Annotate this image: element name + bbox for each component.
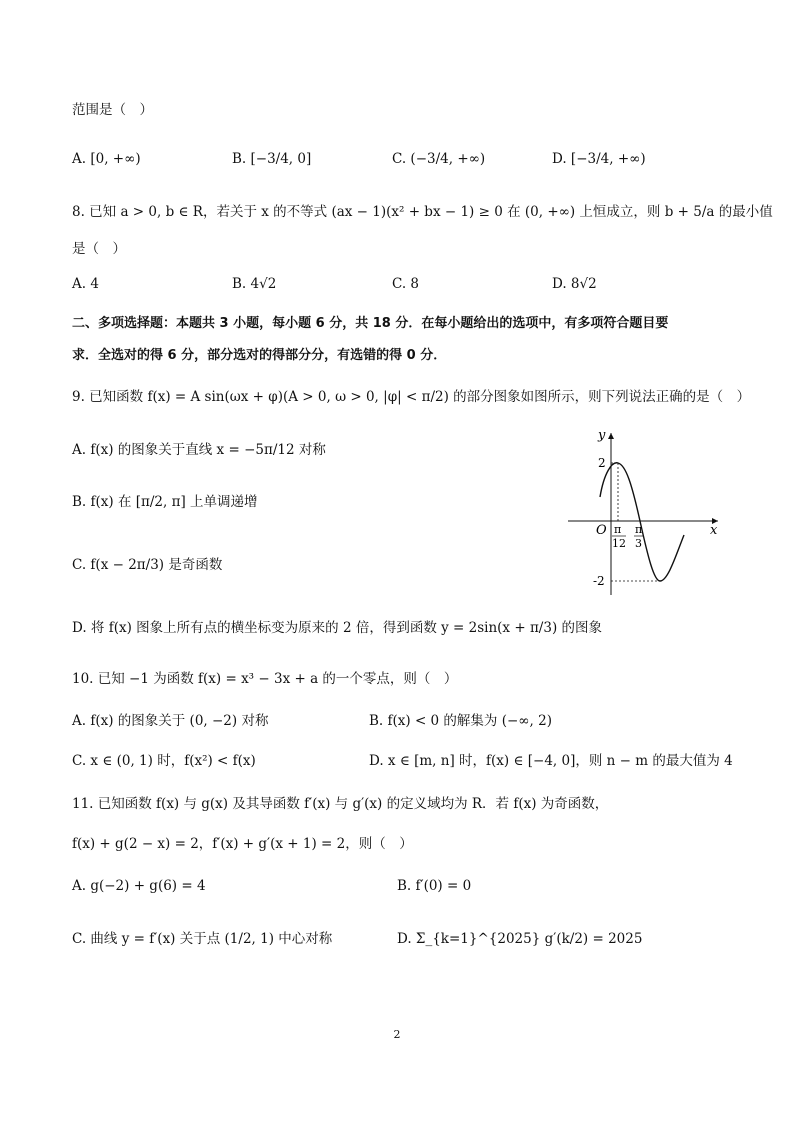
q9-option-a: A. f(x) 的图象关于直线 x = −5π/12 对称	[72, 442, 326, 458]
q11-option-a: A. g(−2) + g(6) = 4	[72, 878, 206, 894]
tick2-numerator: π	[635, 523, 643, 536]
q8-option-b: B. 4√2	[232, 276, 277, 292]
q7-option-a: A. [0, +∞)	[72, 151, 141, 167]
q8-stem-line1: 8. 已知 a > 0, b ∈ R，若关于 x 的不等式 (ax − 1)(x² + bx − 1) ≥ 0 在 (0, +∞) 上恒成立，则 b + 5/a 的最小值	[72, 204, 773, 220]
sine-curve	[600, 463, 684, 581]
q10-option-b: B. f(x) < 0 的解集为 (−∞, 2)	[369, 713, 552, 729]
origin-label: O	[596, 523, 607, 538]
q11-option-d: D. Σ_{k=1}^{2025} g′(k/2) = 2025	[397, 931, 643, 947]
q9-stem: 9. 已知函数 f(x) = A sin(ωx + φ)(A > 0, ω > 0, |φ| < π/2) 的部分图象如图所示，则下列说法正确的是（ ）	[72, 389, 751, 405]
q10-stem: 10. 已知 −1 为函数 f(x) = x³ − 3x + a 的一个零点，则（ ）	[72, 671, 458, 687]
q7-option-d: D. [−3/4, +∞)	[552, 151, 646, 167]
q9-option-d: D. 将 f(x) 图象上所有点的横坐标变为原来的 2 倍，得到函数 y = 2sin(x + π/3) 的图象	[72, 620, 603, 636]
q8-option-c: C. 8	[392, 276, 420, 292]
min-label: -2	[593, 574, 605, 588]
q10-option-c: C. x ∈ (0, 1) 时，f(x²) < f(x)	[72, 753, 256, 769]
q7-option-b: B. [−3/4, 0]	[232, 151, 312, 167]
q11-option-c: C. 曲线 y = f′(x) 关于点 (1/2, 1) 中心对称	[72, 931, 333, 947]
q8-option-a: A. 4	[72, 276, 99, 292]
section2-heading-line2: 求．全选对的得 6 分，部分选对的得部分分，有选错的得 0 分．	[72, 348, 447, 363]
q9-sine-graph	[560, 425, 730, 600]
q8-option-d: D. 8√2	[552, 276, 597, 292]
y-axis-label: y	[598, 428, 606, 443]
q11-stem-line1: 11. 已知函数 f(x) 与 g(x) 及其导函数 f′(x) 与 g′(x) 的定义域均为 R．若 f(x) 为奇函数，	[72, 796, 609, 812]
tick1-numerator: π	[614, 523, 622, 536]
tick1-denominator: 12	[612, 537, 626, 550]
q10-option-d: D. x ∈ [m, n] 时，f(x) ∈ [−4, 0]，则 n − m 的最大值为 4	[369, 753, 733, 769]
section2-heading-line1: 二、多项选择题：本题共 3 小题，每小题 6 分，共 18 分．在每小题给出的选项中，有多项符合题目要	[72, 316, 669, 331]
tick2-denominator: 3	[635, 537, 642, 550]
q8-stem-line2: 是（ ）	[72, 241, 126, 257]
q10-option-a: A. f(x) 的图象关于 (0, −2) 对称	[72, 713, 269, 729]
q11-stem-line2: f(x) + g(2 − x) = 2，f′(x) + g′(x + 1) = 2，则（ ）	[72, 836, 413, 852]
q9-option-c: C. f(x − 2π/3) 是奇函数	[72, 557, 223, 573]
q9-option-b: B. f(x) 在 [π/2, π] 上单调递增	[72, 494, 258, 510]
x-axis-label: x	[710, 523, 718, 538]
q11-option-b: B. f′(0) = 0	[397, 878, 472, 894]
max-label: 2	[598, 456, 606, 470]
q7-tail: 范围是（ ）	[72, 102, 153, 118]
page-number: 2	[393, 1028, 401, 1041]
q7-option-c: C. (−3/4, +∞)	[392, 151, 486, 167]
